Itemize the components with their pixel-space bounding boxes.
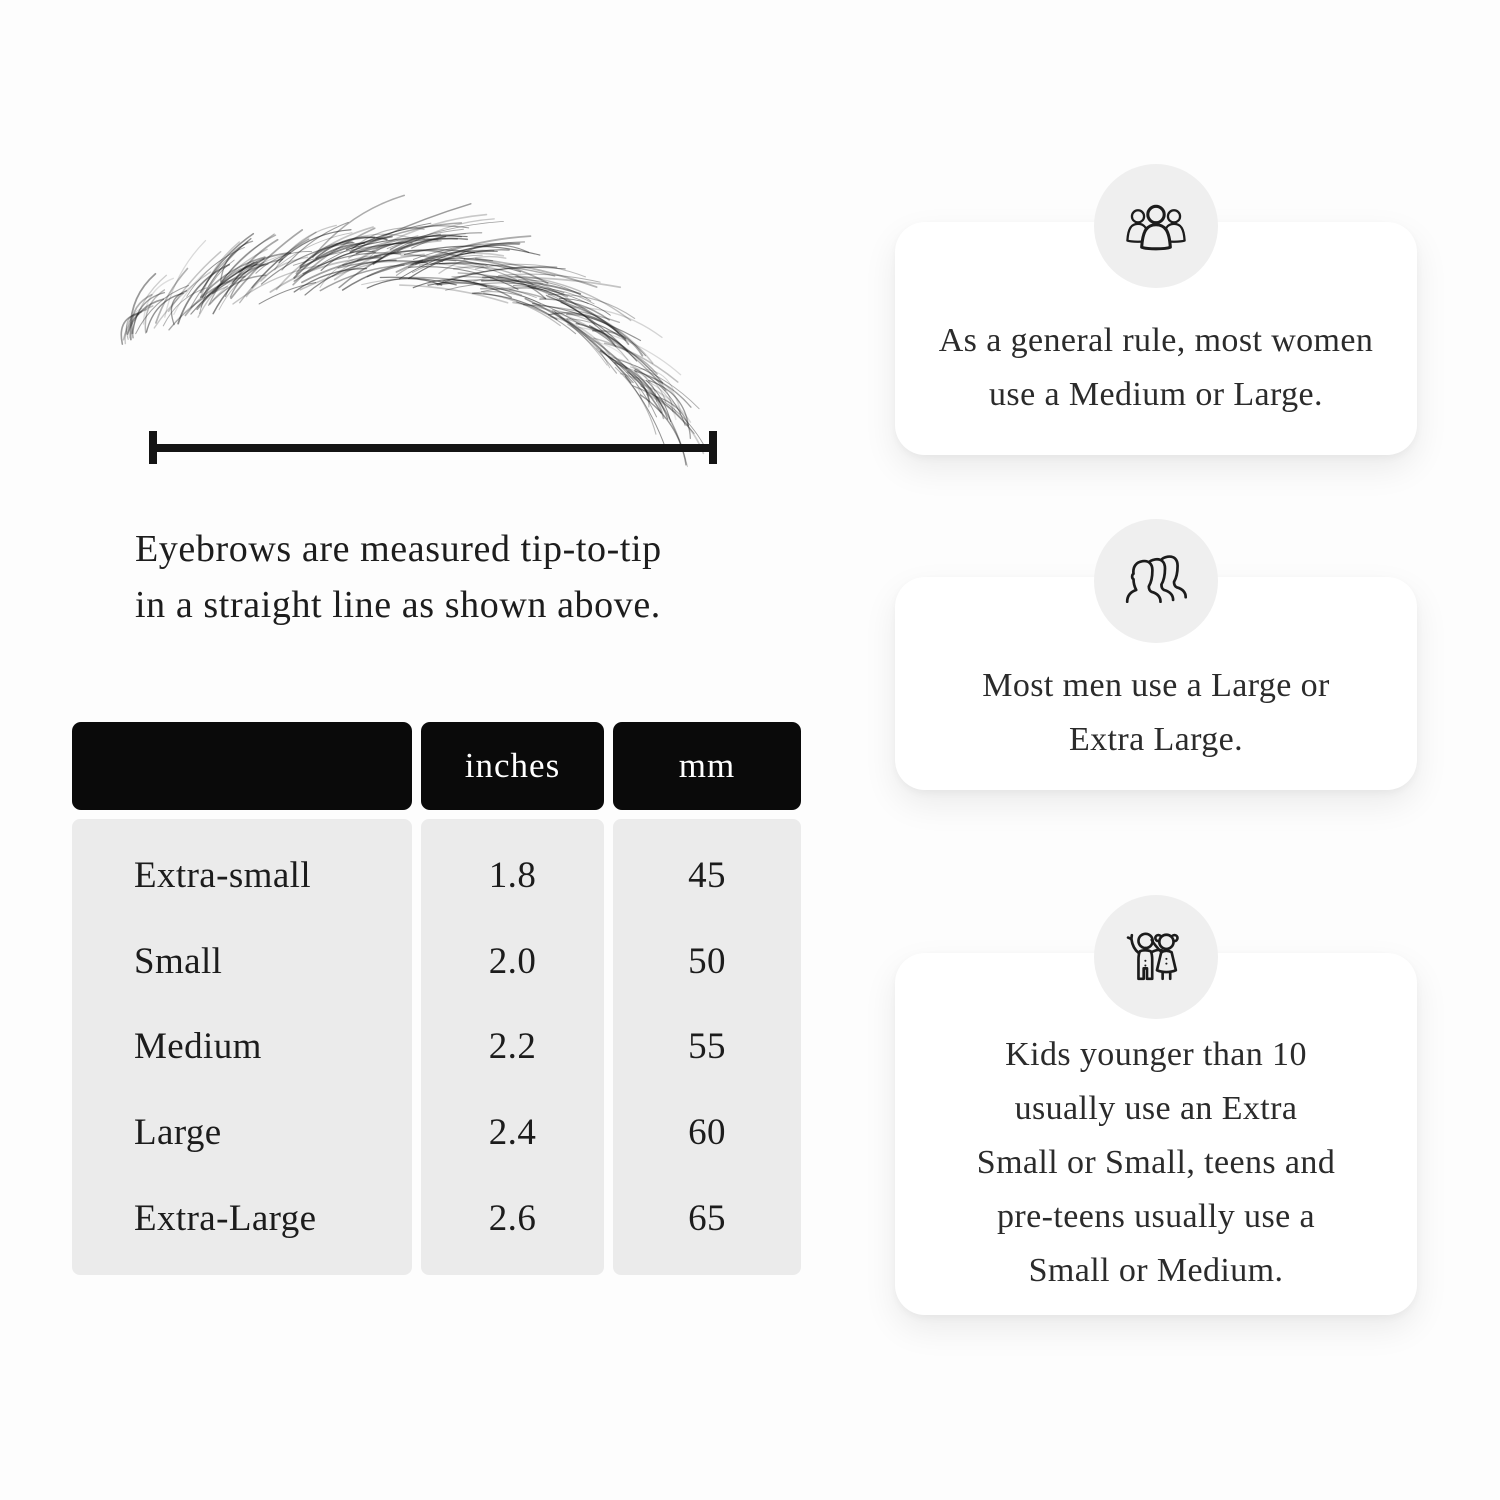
card-women bbox=[895, 222, 1417, 455]
caption-line-2: in a straight line as shown above. bbox=[135, 584, 661, 626]
size-label-column bbox=[72, 819, 412, 1275]
inches-value: 2.6 bbox=[488, 1197, 537, 1239]
card-text-line: usually use an Extra bbox=[1014, 1090, 1298, 1127]
size-label: Small bbox=[134, 940, 223, 982]
men-icon-badge bbox=[1094, 519, 1218, 643]
men-group-icon bbox=[1120, 550, 1192, 612]
size-table bbox=[72, 722, 801, 1275]
card-text-line: Kids younger than 10 bbox=[1005, 1036, 1307, 1073]
inches-value: 2.2 bbox=[488, 1026, 537, 1068]
inches-column-header: inches bbox=[421, 722, 604, 810]
eyebrow-sketch-svg bbox=[113, 212, 675, 410]
card-text-line: pre-teens usually use a bbox=[997, 1198, 1315, 1235]
card-text-line: Small or Medium. bbox=[1028, 1252, 1284, 1289]
mm-value: 45 bbox=[688, 855, 726, 897]
eyebrow-illustration bbox=[113, 212, 675, 410]
inches-value: 1.8 bbox=[488, 855, 537, 897]
kids-icon bbox=[1120, 925, 1192, 989]
card-text-line: Most men use a Large or bbox=[982, 666, 1330, 704]
card-men bbox=[895, 577, 1417, 790]
women-icon-badge bbox=[1094, 164, 1218, 288]
mm-value: 50 bbox=[688, 940, 726, 982]
kids-icon-badge bbox=[1094, 895, 1218, 1019]
measurement-cap-right bbox=[709, 431, 717, 464]
card-text-line: Extra Large. bbox=[1068, 720, 1244, 758]
size-label: Large bbox=[134, 1112, 222, 1154]
inches-value-column bbox=[421, 819, 604, 1275]
size-column-header bbox=[72, 722, 412, 810]
size-label: Medium bbox=[134, 1026, 262, 1068]
inches-value: 2.4 bbox=[488, 1112, 537, 1154]
card-text-line: use a Medium or Large. bbox=[989, 375, 1323, 413]
size-label: Extra-small bbox=[134, 855, 312, 897]
measurement-caption bbox=[135, 521, 662, 633]
mm-value: 65 bbox=[688, 1197, 726, 1239]
mm-column-header: mm bbox=[613, 722, 801, 810]
mm-value: 55 bbox=[688, 1026, 726, 1068]
mm-value: 60 bbox=[688, 1112, 726, 1154]
inches-value: 2.0 bbox=[488, 940, 537, 982]
card-kids bbox=[895, 953, 1417, 1315]
mm-value-column bbox=[613, 819, 801, 1275]
measurement-line-bar bbox=[154, 444, 712, 452]
card-text-line: As a general rule, most women bbox=[938, 321, 1374, 359]
caption-line-1: Eyebrows are measured tip-to-tip bbox=[135, 528, 662, 570]
women-group-icon bbox=[1120, 196, 1192, 256]
card-text-line: Small or Small, teens and bbox=[976, 1144, 1336, 1181]
size-label: Extra-Large bbox=[134, 1197, 317, 1239]
